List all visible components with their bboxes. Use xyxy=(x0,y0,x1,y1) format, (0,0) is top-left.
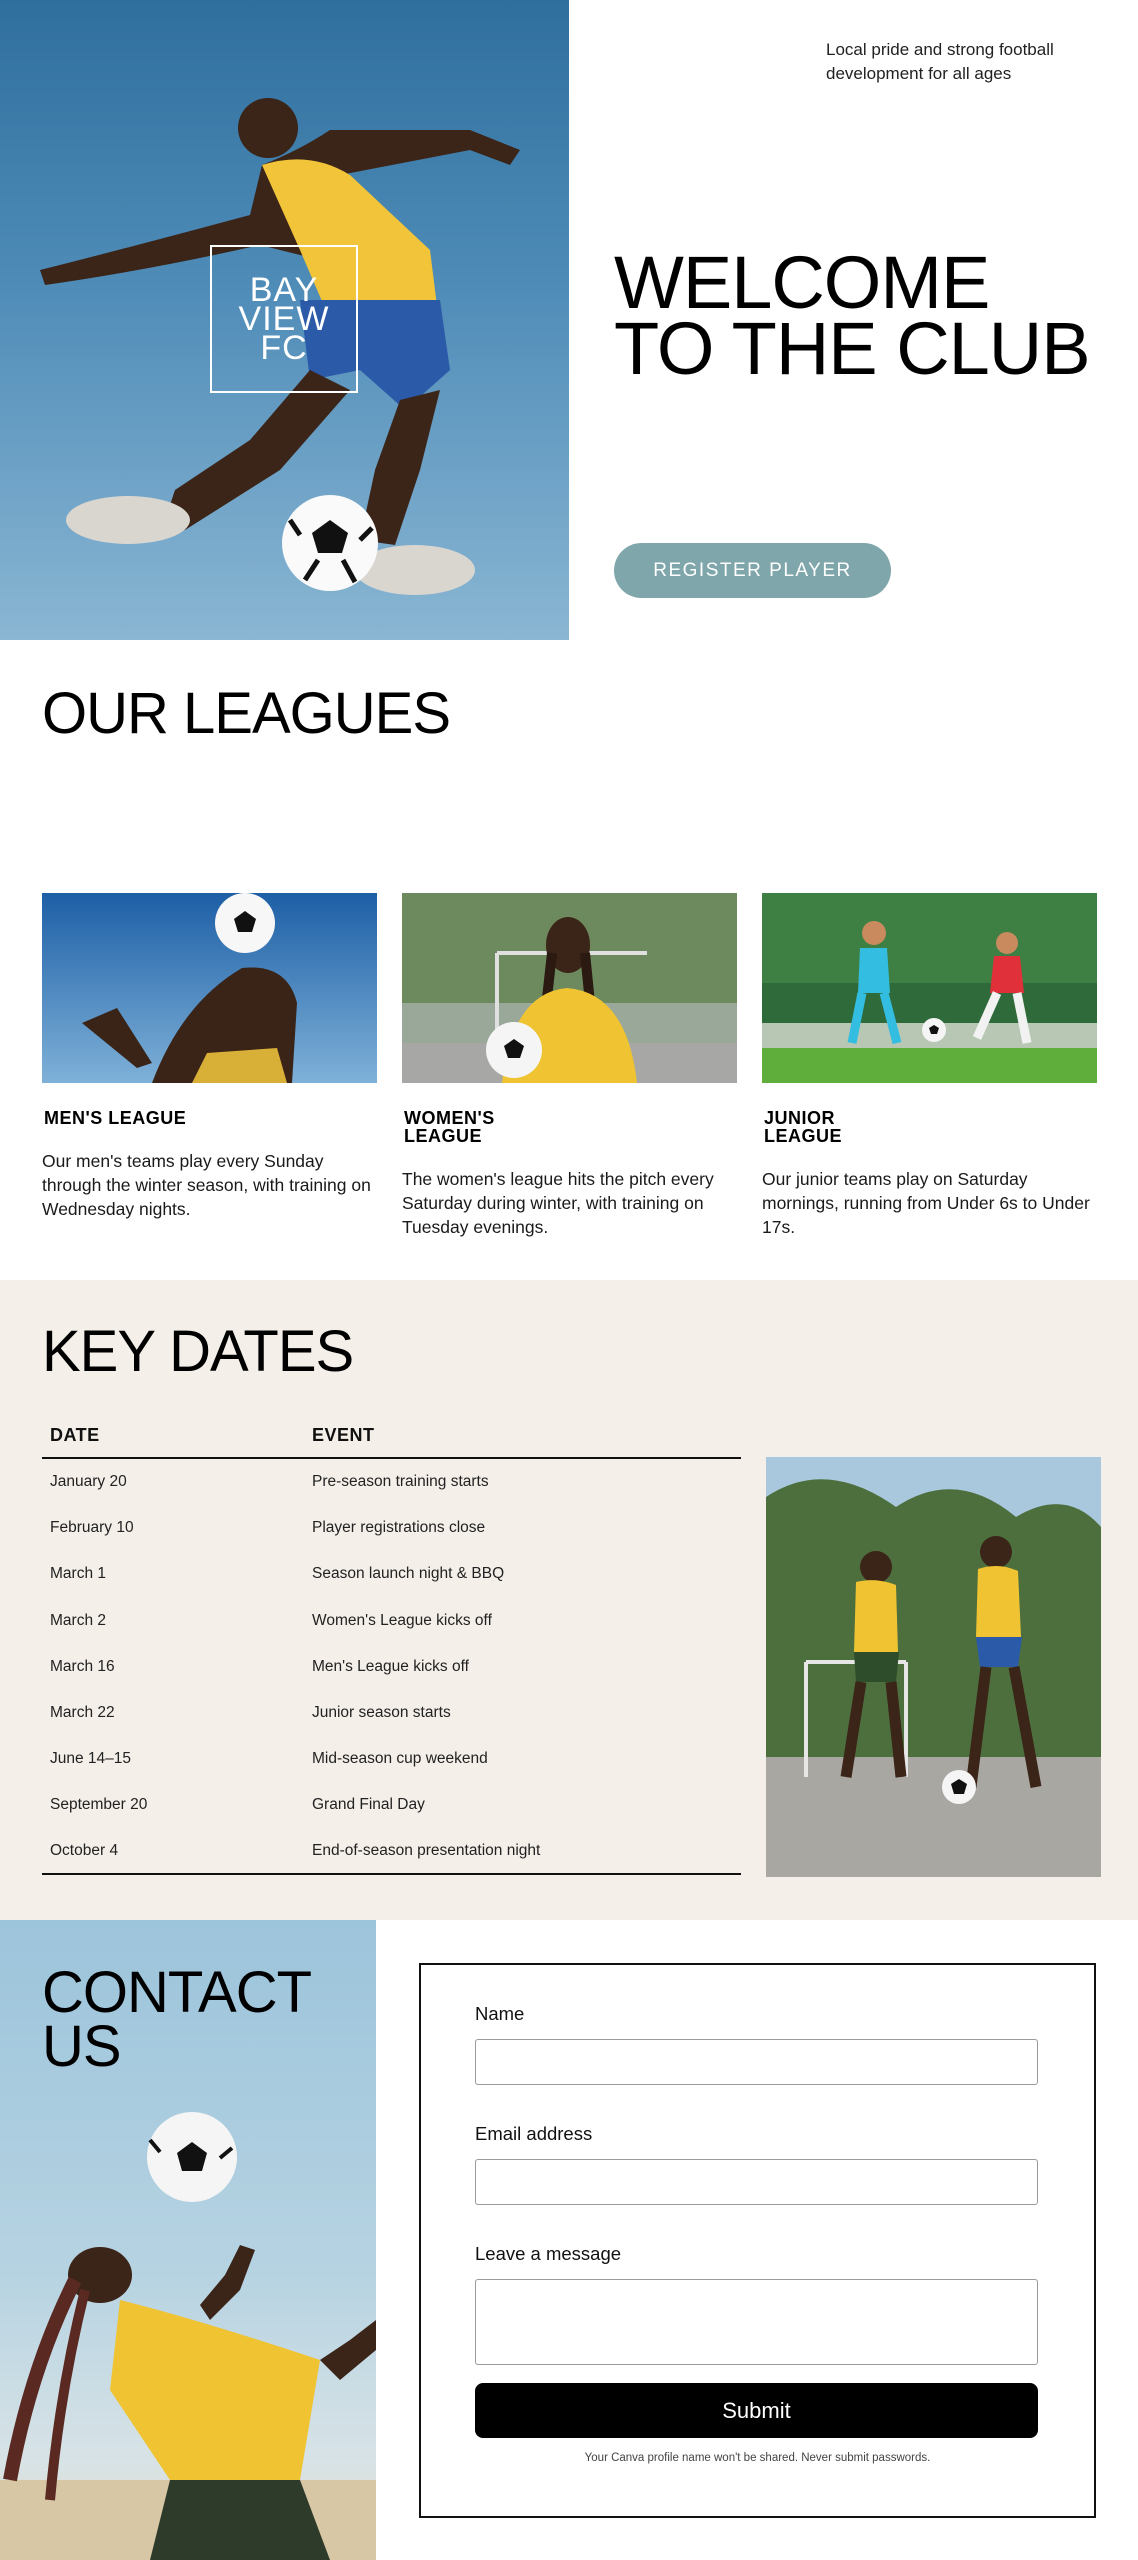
table-row xyxy=(42,1459,741,1505)
league-title: JUNIOR LEAGUE xyxy=(764,1108,843,1146)
hero-title-line: WELCOME xyxy=(614,241,990,324)
junior-league-illustration xyxy=(762,893,1097,1083)
hero-title-line: TO THE CLUB xyxy=(614,307,1090,390)
date-cell: June 14–15 xyxy=(50,1750,132,1768)
hero-photo-soccer-player xyxy=(0,0,569,640)
date-cell: March 2 xyxy=(50,1611,106,1629)
event-cell: Men's League kicks off xyxy=(312,1657,469,1675)
table-row xyxy=(42,1736,741,1782)
date-cell: October 4 xyxy=(50,1841,119,1859)
date-cell: January 20 xyxy=(50,1473,127,1491)
table-row xyxy=(42,1505,741,1551)
privacy-note: Your Canva profile name won't be shared. Never submit passwords. xyxy=(584,2452,931,2464)
table-row xyxy=(42,1644,741,1690)
key-dates-illustration xyxy=(766,1457,1101,1877)
league-description: Our men's teams play every Sunday through the winter season, with training on Wednesday nights. xyxy=(42,1151,371,1219)
table-row xyxy=(42,1782,741,1828)
event-cell: Women's League kicks off xyxy=(312,1611,492,1629)
column-header-event: EVENT xyxy=(312,1424,375,1445)
key-dates-photo xyxy=(766,1457,1101,1877)
logo-line: BAY xyxy=(249,270,319,309)
logo-line: FC xyxy=(260,328,308,367)
hero-tagline: Local pride and strong football development for all ages xyxy=(826,40,1054,83)
league-title: WOMEN'S LEAGUE xyxy=(404,1108,495,1146)
name-label: Name xyxy=(475,2003,525,2024)
leagues-heading: OUR LEAGUES xyxy=(42,681,450,746)
table-row xyxy=(42,1551,741,1597)
womens-league-illustration xyxy=(402,893,737,1083)
league-card-womens[interactable] xyxy=(402,893,737,1239)
contact-form xyxy=(419,1963,1096,2518)
email-input[interactable] xyxy=(475,2159,1038,2205)
contact-heading xyxy=(42,1960,312,2079)
email-label: Email address xyxy=(475,2123,593,2144)
table-header xyxy=(42,1413,741,1459)
contact-heading-line: US xyxy=(42,2014,121,2079)
event-cell: Grand Final Day xyxy=(312,1796,425,1814)
date-cell: February 10 xyxy=(50,1519,134,1537)
womens-league-photo xyxy=(402,893,737,1083)
key-dates-table xyxy=(42,1413,741,1875)
table-row xyxy=(42,1598,741,1644)
league-description: Our junior teams play on Saturday mornings, running from Under 6s to Under 17s. xyxy=(762,1169,1090,1237)
message-textarea[interactable] xyxy=(475,2279,1038,2365)
column-header-date: DATE xyxy=(50,1424,100,1445)
league-card-junior[interactable] xyxy=(762,893,1097,1239)
date-cell: March 1 xyxy=(50,1565,106,1583)
register-player-button[interactable]: REGISTER PLAYER xyxy=(614,543,891,598)
event-cell: Season launch night & BBQ xyxy=(312,1565,505,1583)
event-cell: Pre-season training starts xyxy=(312,1473,489,1491)
date-cell: September 20 xyxy=(50,1796,148,1814)
date-cell: March 16 xyxy=(50,1657,115,1675)
date-cell: March 22 xyxy=(50,1704,115,1722)
submit-button[interactable]: Submit xyxy=(475,2383,1038,2438)
message-label: Leave a message xyxy=(475,2243,622,2264)
table-row xyxy=(42,1690,741,1736)
logo-line: VIEW xyxy=(238,299,330,338)
event-cell: Mid-season cup weekend xyxy=(312,1750,488,1768)
contact-heading-line: CONTACT xyxy=(42,1960,312,2025)
event-cell: Junior season starts xyxy=(312,1704,451,1722)
junior-league-photo xyxy=(762,893,1097,1083)
name-input[interactable] xyxy=(475,2039,1038,2085)
mens-league-illustration xyxy=(42,893,377,1083)
event-cell: End-of-season presentation night xyxy=(312,1841,541,1859)
key-dates-heading: KEY DATES xyxy=(42,1319,354,1384)
league-description: The women's league hits the pitch every Saturday during winter, with training on Tuesday evenings. xyxy=(402,1169,714,1237)
club-logo[interactable] xyxy=(210,245,358,393)
table-row xyxy=(42,1829,741,1875)
hero-section xyxy=(0,0,1138,640)
event-cell: Player registrations close xyxy=(312,1519,486,1537)
hero-title xyxy=(614,241,1114,390)
key-dates-section xyxy=(0,1280,1138,1920)
table-body xyxy=(42,1459,741,1875)
mens-league-photo xyxy=(42,893,377,1083)
league-card-mens[interactable] xyxy=(42,893,377,1221)
league-title: MEN'S LEAGUE xyxy=(44,1108,187,1128)
